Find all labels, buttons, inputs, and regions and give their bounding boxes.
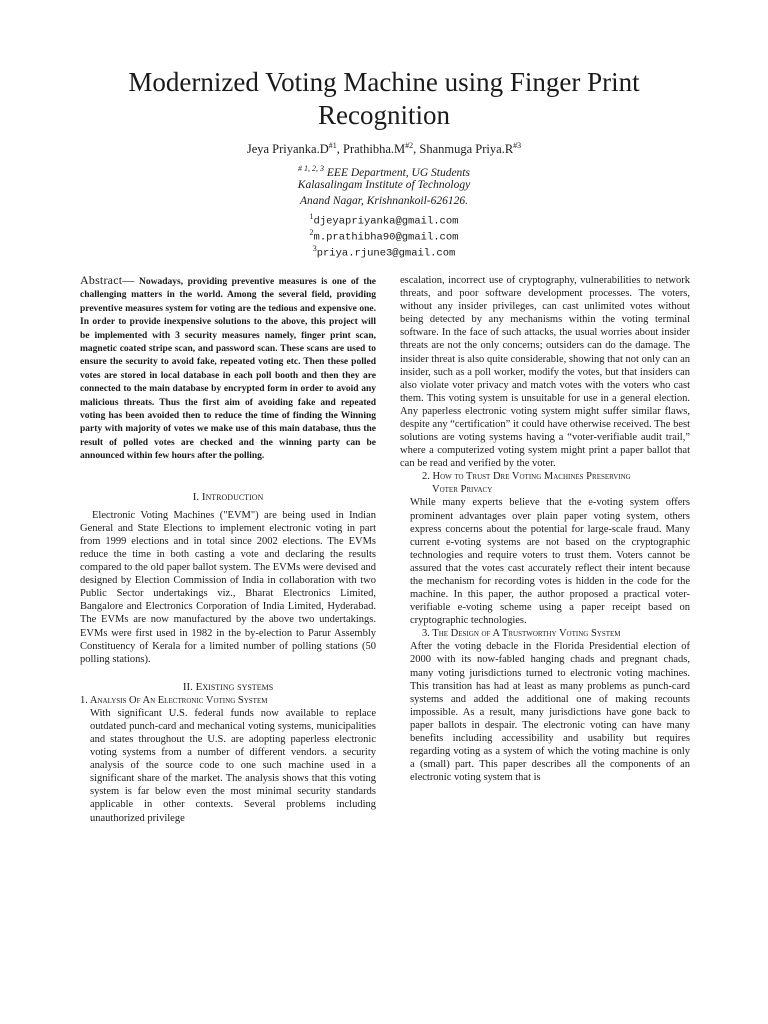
email-text: djeyapriyanka@gmail.com — [313, 215, 459, 228]
email-sup: 2 — [309, 228, 314, 237]
affiliation-sup: # 1, 2, 3 — [298, 164, 325, 173]
subsection-heading-trustworthy-design: 3. The Design of A Trustworthy Voting System — [422, 628, 621, 640]
author-sup: #1 — [328, 141, 337, 150]
analysis-continued-paragraph: escalation, incorrect use of cryptography, vulnerabilities to network threats, and poor software development processes. The voters, without any insider privileges, can cast unlimited votes without being detected by any mechanisms within the voting terminal software. In the face of such attacks, the usual worries about insider threats are not the only concerns; outsiders can do the damage. The insider threat is also quite considerable, showing that not only can an insider, such as a poll worker, modify the votes, but that insiders can also violate voter privacy and match votes with the voters who cast them. This voting system is unsuitable for use in a general election. Any paperless electronic voting system might suffer similar flaws, despite any “certification” it could have otherwise received. The best solutions are voting systems having a “voter-verifiable audit trail,” where a computerized voting system might print a paper ballot that can be read and verified by the voter. — [400, 275, 690, 470]
affiliation-institution: Kalasalingam Institute of Technology — [297, 179, 471, 191]
trustworthy-design-paragraph: After the voting debacle in the Florida Presidential election of 2000 with its now-fabled hanging chads and pregnant chads, many voting jurisdictions turned to electronic voting machines. This transition has had at least as many problems as punch-card systems and added the additional one of making recounts impossible. As a result, many jurisdictions have gone back to paper ballots in despair. The electronic voting can have many benefits including accessibility and usability but requires regarding voting as a system of which the voting machine is only a (small) part. This paper describes all the components of an electronic voting system that is — [410, 641, 690, 784]
email-sup: 3 — [312, 244, 317, 253]
section-heading-existing-systems: II. Existing systems — [182, 680, 274, 693]
email-text: m.prathibha90@gmail.com — [313, 231, 459, 244]
analysis-paragraph: With significant U.S. federal funds now available to replace outdated punch-card and mechanical voting systems, municipalities and states throughout the U.S. are adopting paperless electronic voting systems from a number of different vendors. a security analysis of the source code to one such machine used in a significant share of the market. The analysis shows that this voting system is far below even the most minimal security standards applicable in other contexts. Several problems including unauthorized privilege — [90, 707, 376, 824]
analysis-block — [80, 707, 376, 825]
abstract-label: Abstract— — [80, 273, 135, 287]
trust-dre-block — [400, 496, 690, 627]
department-text: EEE Department, UG Students — [326, 166, 470, 179]
email-sup: 1 — [309, 212, 314, 221]
subsection-heading-analysis: 1. Analysis Of An Electronic Voting System — [80, 694, 268, 706]
subsection-heading-trust-dre-line2: Voter Privacy — [432, 484, 493, 496]
introduction-paragraph: Electronic Voting Machines ("EVM") are being used in Indian General and State Elections to implement electronic voting in part from 1999 elections and in total since 2002 elections. The EVMs reduce the time in both casting a vote and declaring the results compared to the old paper ballot system. The EVMs were devised and designed by Election Commission of India in collaboration with two Public Sector undertakings viz., Bharat Electronics Limited, Bangalore and Electronics Corporation of India Limited, Hyderabad. The EVMs are now manufactured by the above two undertakings. EVMs were first used in 1982 in the by-election to Parur Assembly Constituency of Kerala for a limited number of polling stations (50 polling stations). — [80, 509, 376, 665]
right-column — [400, 274, 690, 784]
affiliation-address: Anand Nagar, Krishnankoil-626126. — [299, 195, 469, 207]
left-column — [80, 274, 376, 825]
subsection-heading-trust-dre: 2. How to Trust Dre Voting Machines Preserving — [422, 471, 631, 483]
author-sup: #2 — [405, 141, 414, 150]
author-email[interactable] — [60, 242, 708, 261]
paper-title: Modernized Voting Machine using Finger Print Recognition — [128, 67, 640, 130]
trust-dre-paragraph: While many experts believe that the e-voting system offers prominent advantages over plain paper voting system, others express concerns about the potential for large-scale fraud. Many current e-voting systems are not based on the cryptographic technologies and require voters to trust them. Voters cannot be assured that the votes cast accurately reflect their intent because the mechanism for recording votes is hidden in the code for the machine. In this paper, the author proposed a practical voter-verifiable e-voting scheme using a paper receipt based on cryptographic technologies. — [410, 497, 690, 627]
author-name: Jeya Priyanka.D — [246, 142, 329, 157]
author-sup: #3 — [513, 141, 522, 150]
section-heading-introduction: I. Introduction — [192, 490, 264, 503]
author-name: Shanmuga Priya.R — [419, 142, 514, 157]
author-name: Prathibha.M — [343, 142, 406, 157]
trustworthy-design-block — [400, 640, 690, 784]
author-line: Jeya $Priyanka.D^{\#1}$, $Prathibha.M^{\#2}$, Shanmuga $Priya.R^{\#3}$ — [246, 141, 522, 157]
abstract-text: Nowadays, providing preventive measures is one of the challenging matters in the world. Among the several field, providing preventive measures system for voting are the tedious and expensive one. In order to provide inexpensive solutions to the above, this project will be implemented with 3 security measures namely, finger print scan, magnetic coated stripe scan, and password scan. These scans are used to ensure the security to avoid fake, repeated voting etc. Then these polled votes are stored in local database in each poll booth and then they are connected to the main database by encrypted form in order to avoid any malicious threats. Thus the first aim of avoiding fake and repeated voting has been avoided then to reduce the time of finding the Winning party with majority of votes we make use of this main database, thus the result of polled votes are checked and the winning party can be announced within few hours after the polling. — [80, 277, 376, 462]
email-text: priya.rjune3@gmail.com — [316, 247, 456, 260]
abstract — [80, 274, 376, 464]
